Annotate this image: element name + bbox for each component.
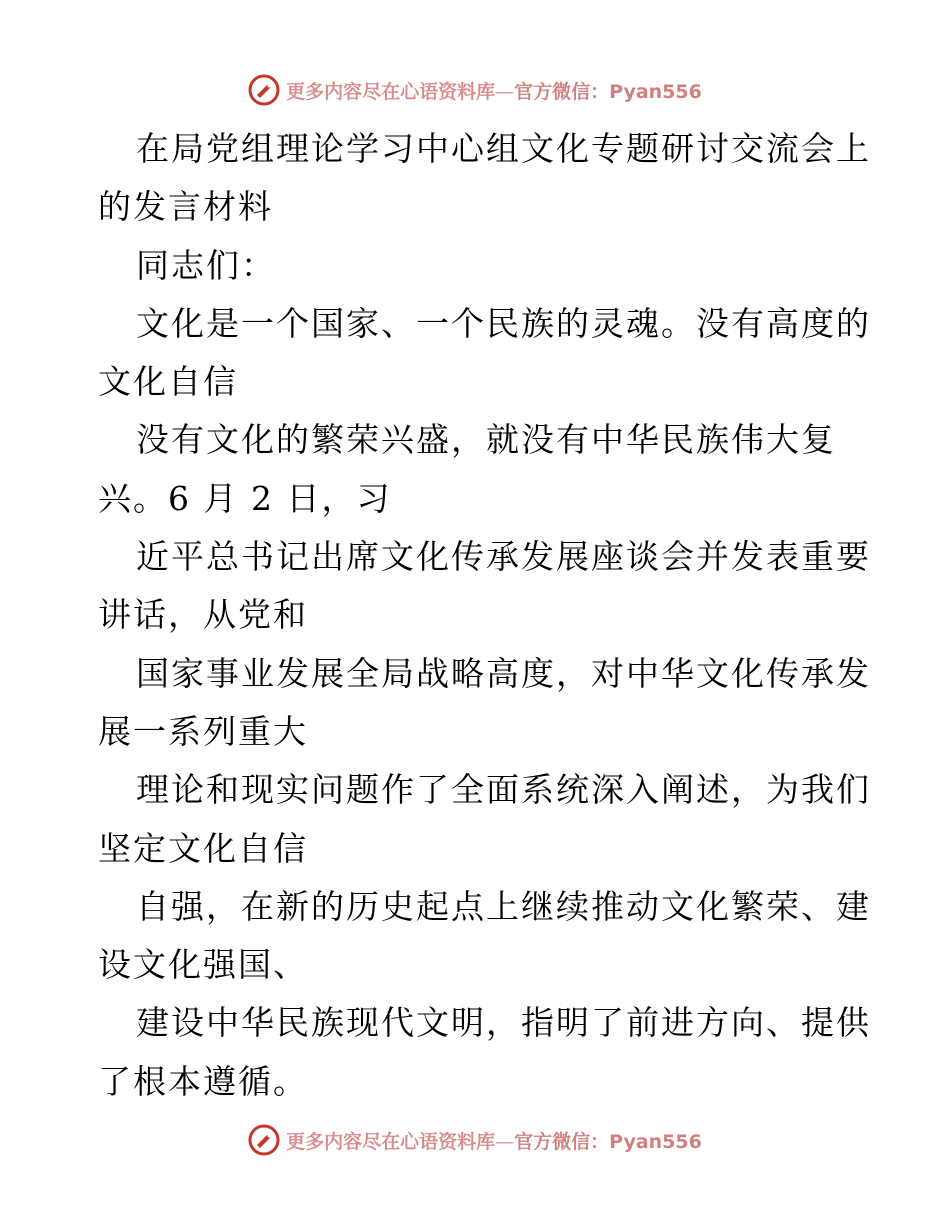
paragraph-line: 建设中华民族现代文明，指明了前进方向、提供 xyxy=(136,1003,871,1043)
banner-separator: — xyxy=(495,1130,515,1153)
banner-separator: — xyxy=(495,80,515,103)
document-body xyxy=(98,120,871,1111)
paragraph-line: 自强，在新的历史起点上继续推动文化繁荣、建 xyxy=(136,886,871,926)
paragraph-line: 了根本遵循。 xyxy=(98,1061,308,1101)
paragraph-line: 讲话，从党和 xyxy=(98,595,308,635)
paragraph-line: 坚定文化自信 xyxy=(98,828,308,868)
paragraph-line: 没有文化的繁荣兴盛，就没有中华民族伟大复 xyxy=(136,420,836,460)
paragraph-line: 文化自信 xyxy=(98,362,238,402)
paragraph-line: 展一系列重大 xyxy=(98,711,308,751)
banner-text xyxy=(286,77,702,104)
banner-wechat: 官方微信：Pyan556 xyxy=(514,80,702,103)
title-line-2: 的发言材料 xyxy=(98,187,273,227)
paragraph-line: 文化是一个国家、一个民族的灵魂。没有高度的 xyxy=(136,303,871,343)
paragraph-line: 国家事业发展全局战略高度，对中华文化传承发 xyxy=(136,653,871,693)
paragraph-line: 设文化强国、 xyxy=(98,945,308,985)
header-banner xyxy=(0,70,950,110)
logo-icon xyxy=(248,1124,280,1156)
banner-title: 更多内容尽在心语资料库 xyxy=(286,1130,496,1153)
title-line-1: 在局党组理论学习中心组文化专题研讨交流会上 xyxy=(136,129,871,168)
logo-icon xyxy=(248,74,280,106)
paragraph-line: 理论和现实问题作了全面系统深入阐述，为我们 xyxy=(136,770,871,810)
paragraph-line: 近平总书记出席文化传承发展座谈会并发表重要 xyxy=(136,537,871,577)
paragraph-line: 兴。6 月 2 日，习 xyxy=(98,478,392,518)
banner-title: 更多内容尽在心语资料库 xyxy=(286,80,496,103)
banner-text xyxy=(286,1127,702,1154)
salutation: 同志们： xyxy=(136,245,276,285)
banner-wechat: 官方微信：Pyan556 xyxy=(514,1130,702,1153)
footer-banner xyxy=(0,1120,950,1160)
